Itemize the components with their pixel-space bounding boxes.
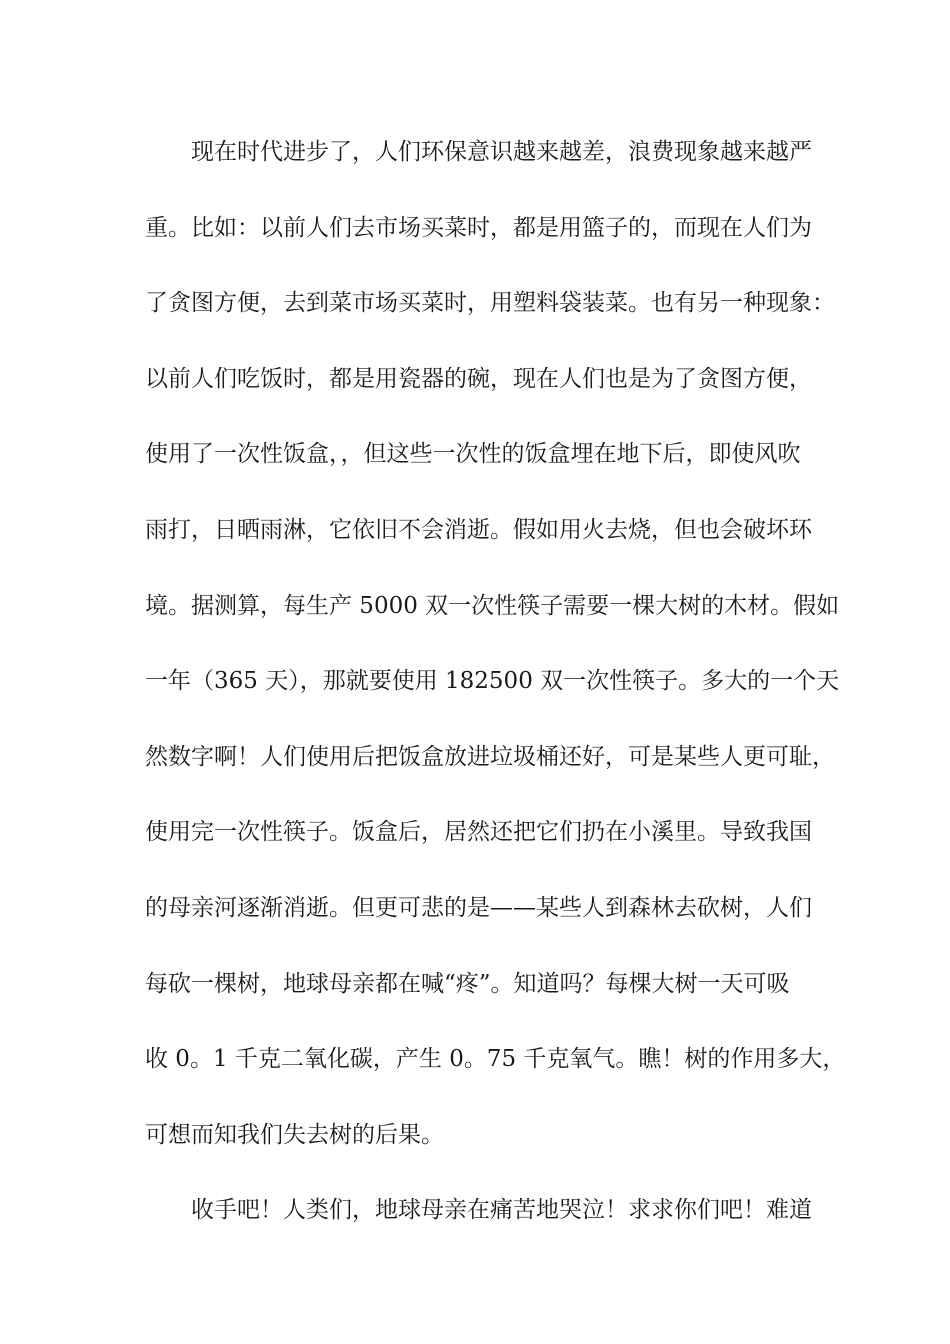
paragraph-1	[145, 132, 846, 1190]
text-line: 重。比如：以前人们去市场买菜时，都是用篮子的，而现在人们为	[145, 214, 812, 241]
text-line: 可想而知我们失去树的后果。	[145, 1121, 444, 1148]
paragraph-2	[145, 1190, 820, 1266]
text-line: 然数字啊！人们使用后把饭盒放进垃圾桶还好，可是某些人更可耻，	[145, 743, 835, 770]
text-line: 使用完一次性筷子。饭盒后，居然还把它们扔在小溪里。导致我国	[145, 819, 812, 846]
text-line: 雨打，日晒雨淋，它依旧不会消逝。假如用火去烧，但也会破坏环	[145, 516, 812, 543]
text-line: 使用了一次性饭盒，，但这些一次性的饭盒埋在地下后，即使风吹	[145, 441, 801, 468]
text-line: 收 0。1 千克二氧化碳，产生 0。75 千克氧气。瞧！树的作用多大，	[145, 1046, 846, 1073]
text-line: 的母亲河逐渐消逝。但更可悲的是——某些人到森林去砍树，人们	[145, 894, 812, 921]
text-line: 现在时代进步了，人们环保意识越来越差，浪费现象越来越严	[191, 139, 812, 165]
document-page	[145, 132, 846, 1266]
text-line: 每砍一棵树，地球母亲都在喊“疼”。知道吗？每棵大树一天可吸	[145, 970, 790, 997]
text-line: 了贪图方便，去到菜市场买菜时，用塑料袋装菜。也有另一种现象：	[145, 290, 835, 317]
text-line: 一年（365 天），那就要使用 182500 双一次性筷子。多大的一个天	[145, 668, 840, 695]
text-line: 收手吧！人类们，地球母亲在痛苦地哭泣！求求你们吧！难道	[191, 1197, 812, 1224]
text-line: 以前人们吃饭时，都是用瓷器的碗，现在人们也是为了贪图方便，	[145, 365, 812, 392]
text-line: 境。据测算，每生产 5000 双一次性筷子需要一棵大树的木材。假如	[145, 592, 840, 619]
